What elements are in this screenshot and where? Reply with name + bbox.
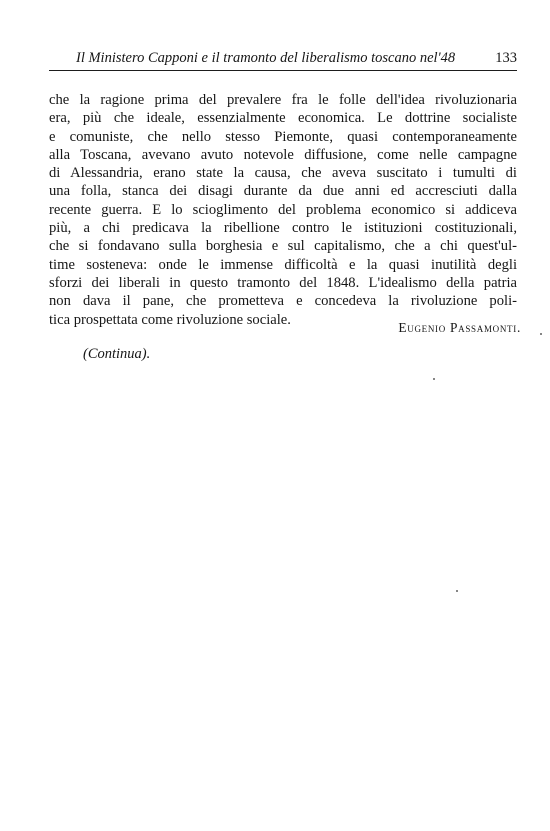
author-signature [398, 320, 521, 336]
text-line-8: più, a chi predicava la ribellione contro le istituzioni costituzionali, [49, 220, 517, 237]
text-line-4: alla Toscana, avevano avuto notevole diffusione, come nelle campagne [49, 146, 517, 163]
text-line-9: che si fondavano sulla borghesia e sul capitalismo, che a chi quest'ul- [49, 238, 517, 255]
text-line-7: recente guerra. E lo scioglimento del problema economico si addiceva [49, 201, 517, 218]
text-line-3: e comuniste, che nello stesso Piemonte, quasi contemporaneamente [49, 128, 517, 145]
author-name: Eugenio Passamonti. [398, 320, 521, 335]
paper-speck-3 [456, 590, 458, 592]
text-line-1: che la ragione prima del prevalere fra le folle dell'idea rivoluzionaria [49, 92, 517, 108]
text-line-13: tica prospettata come rivoluzione sociale. [49, 311, 291, 328]
text-line-11: sforzi dei liberali in questo tramonto del 1848. L'idealismo della patria [49, 274, 517, 291]
header-rule [49, 70, 517, 71]
text-line-6: una folla, stanca dei disagi durante da due anni ed accresciuti dalla [49, 183, 517, 200]
text-line-5: di Alessandria, erano state la causa, che aveva suscitato i tumulti di [49, 165, 517, 182]
paper-speck-2 [433, 378, 435, 380]
page-number: 133 [495, 50, 517, 66]
text-line-10: time sosteneva: onde le immense difficoltà e la quasi inutilità degli [49, 256, 517, 273]
text-line-12: non dava il pane, che prometteva e concedeva la rivoluzione poli- [49, 293, 517, 310]
continuation-note: (Continua). [83, 346, 151, 362]
body-paragraph [49, 91, 517, 329]
running-head [52, 48, 517, 68]
running-title: Il Ministero Capponi e il tramonto del liberalismo toscano nel'48 [76, 50, 456, 66]
paper-speck-1 [540, 333, 542, 335]
text-line-2: era, più che ideale, essenzialmente economica. Le dottrine socialiste [49, 110, 517, 127]
